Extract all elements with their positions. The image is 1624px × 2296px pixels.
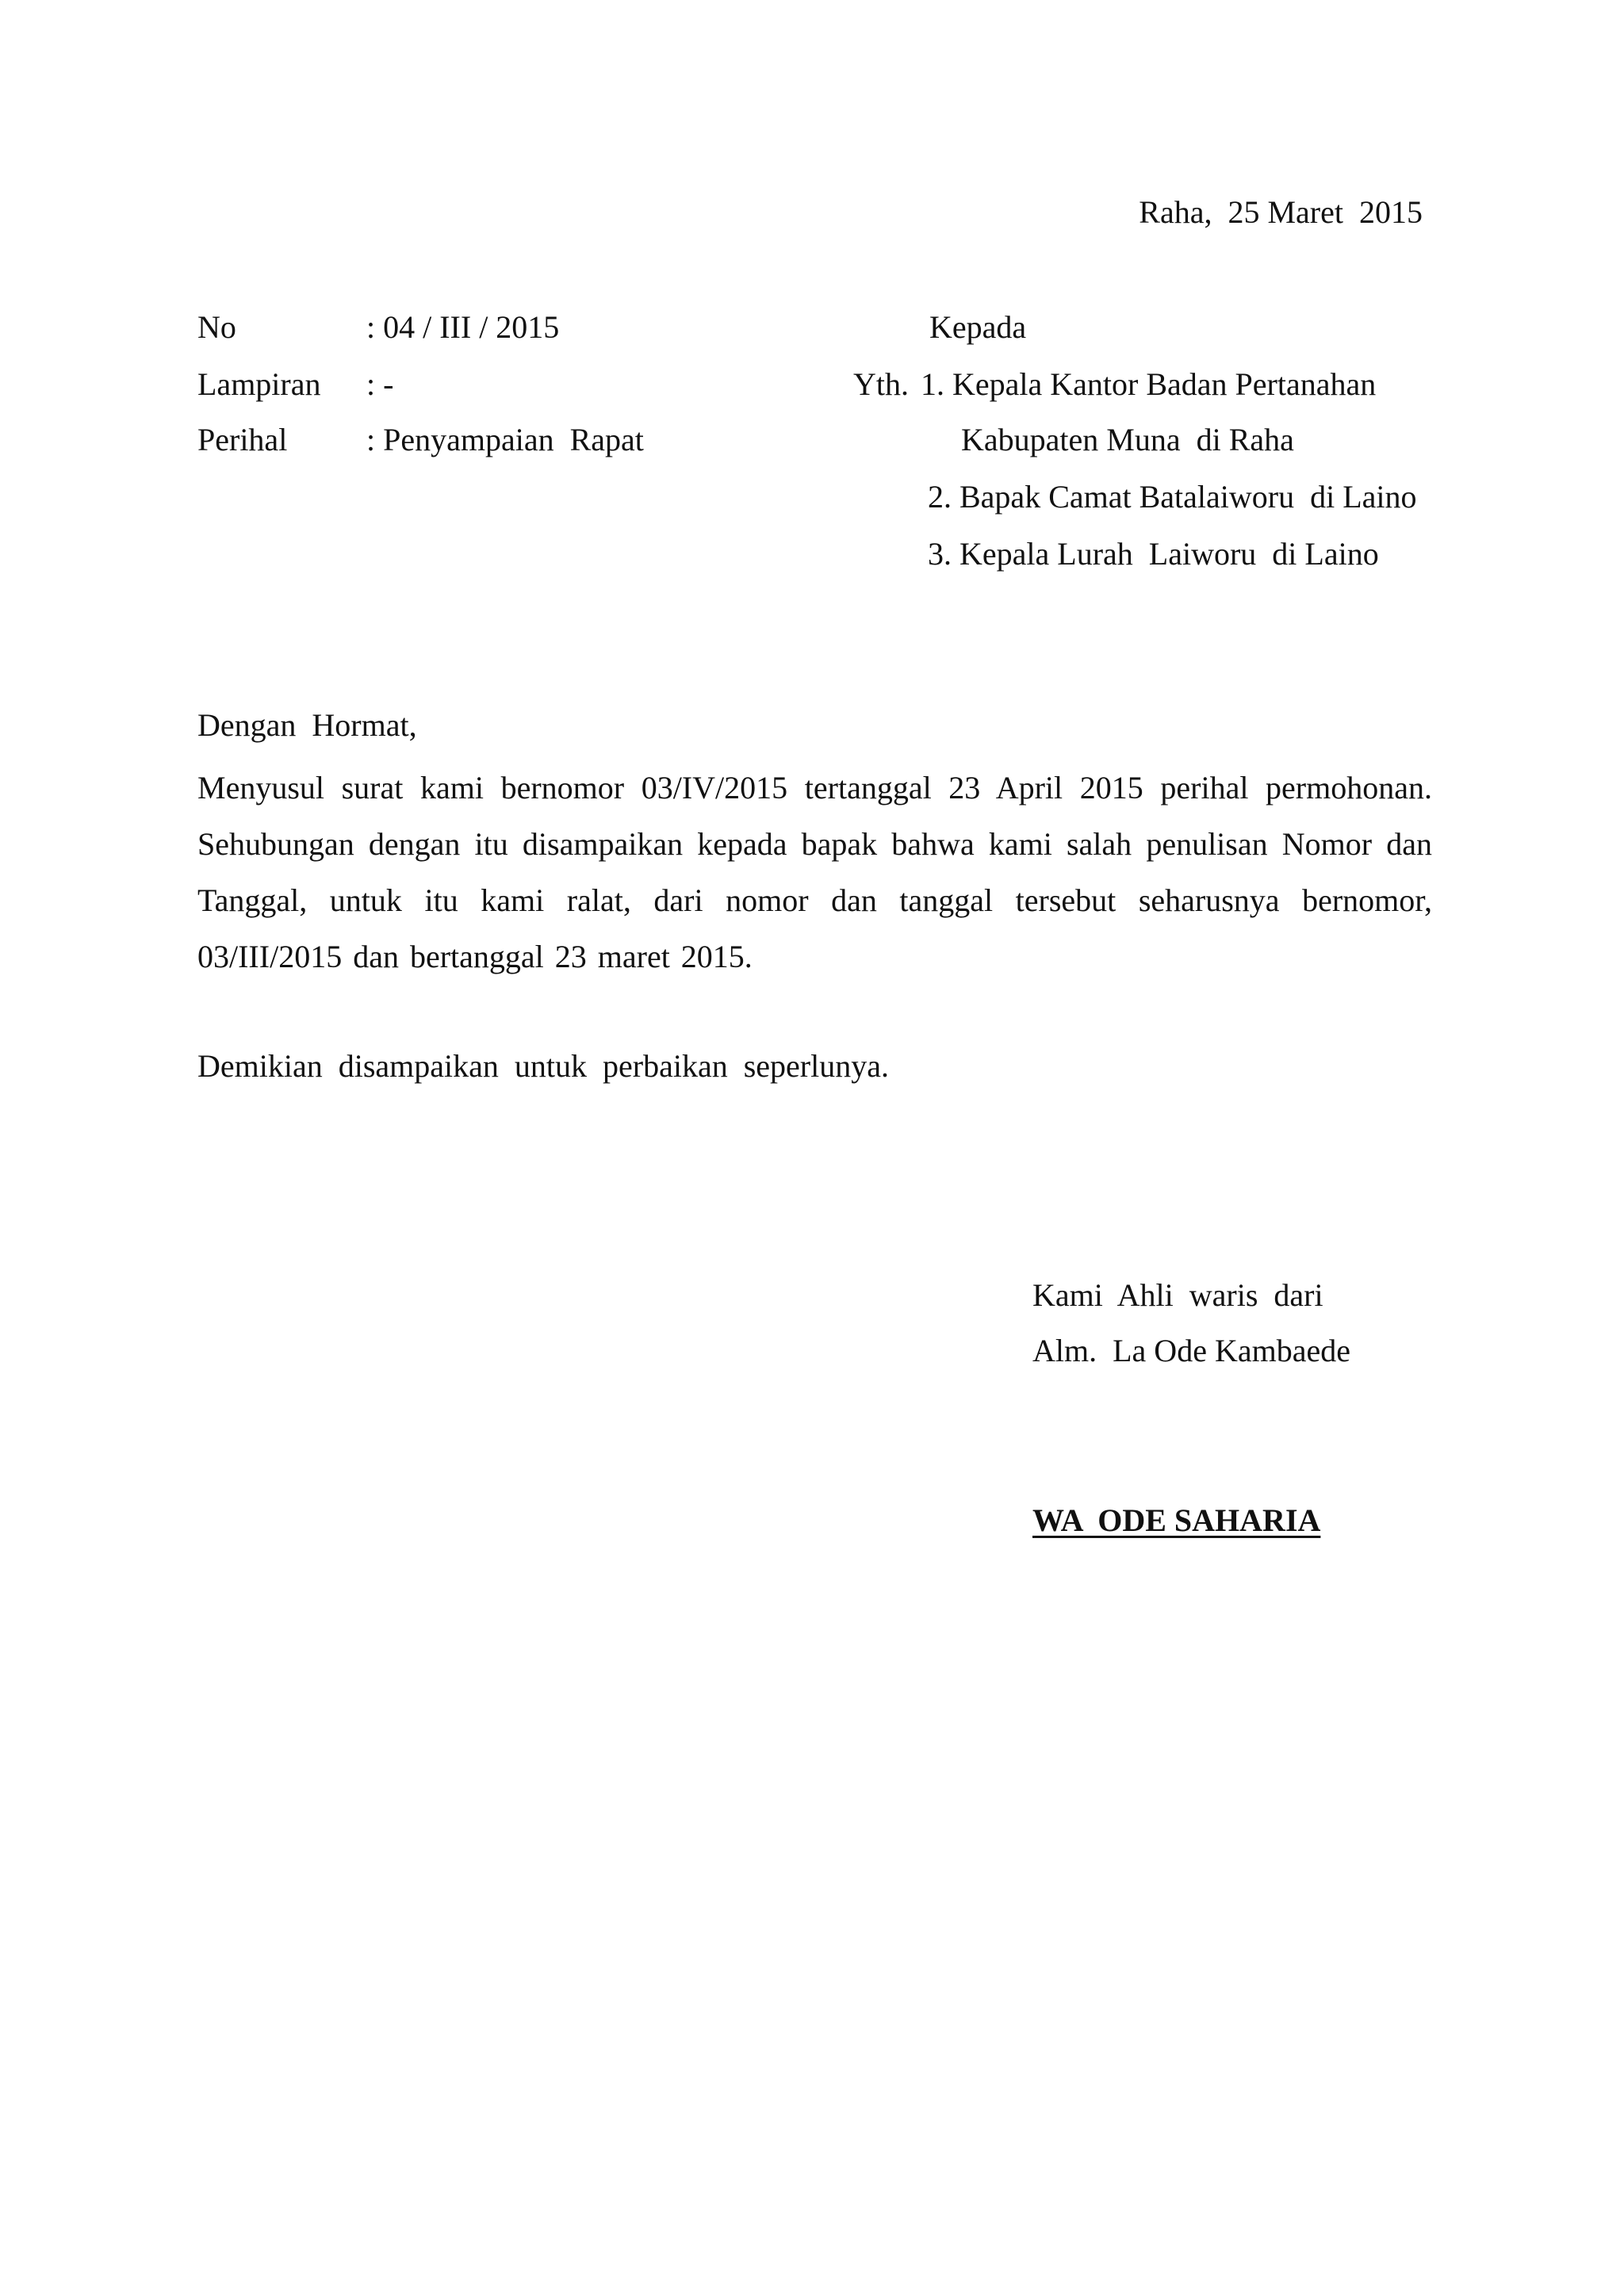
lampiran-label: Lampiran bbox=[197, 366, 321, 402]
kepada-label: Kepada bbox=[929, 309, 1027, 345]
place-date: Raha, 25 Maret 2015 bbox=[1139, 194, 1423, 230]
recipient-1: 1. Kepala Kantor Badan Pertanahan bbox=[921, 366, 1377, 402]
signer-name: WA ODE SAHARIA bbox=[1032, 1502, 1321, 1538]
recipient-1-location: Kabupaten Muna di Raha bbox=[961, 422, 1294, 457]
signature-line-1: Kami Ahli waris dari bbox=[1032, 1277, 1323, 1313]
signature-line-2: Alm. La Ode Kambaede bbox=[1032, 1333, 1350, 1368]
recipient-3: 3. Kepala Lurah Laiworu di Laino bbox=[928, 536, 1379, 572]
no-label: No bbox=[197, 309, 236, 345]
perihal-label: Perihal bbox=[197, 422, 288, 457]
lampiran-value: : - bbox=[366, 366, 394, 402]
no-value: : 04 / III / 2015 bbox=[366, 309, 560, 345]
salutation: Dengan Hormat, bbox=[197, 707, 417, 743]
body-line: 03/III/2015 dan bertanggal 23 maret 2015. bbox=[197, 939, 753, 974]
closing-sentence: Demikian disampaikan untuk perbaikan seperlunya. bbox=[197, 1048, 889, 1084]
perihal-value: : Penyampaian Rapat bbox=[366, 422, 644, 457]
yth-label: Yth. bbox=[853, 366, 909, 402]
body-line: Menyusul surat kami bernomor 03/IV/2015 tertanggal 23 April 2015 perihal permohonan. bbox=[197, 770, 1432, 806]
recipient-2: 2. Bapak Camat Batalaiworu di Laino bbox=[928, 479, 1417, 515]
body-line: Tanggal, untuk itu kami ralat, dari nomor dan tanggal tersebut seharusnya bernomor, bbox=[197, 882, 1432, 918]
body-paragraph bbox=[197, 760, 1432, 985]
body-line: Sehubungan dengan itu disampaikan kepada bapak bahwa kami salah penulisan Nomor dan bbox=[197, 826, 1432, 862]
